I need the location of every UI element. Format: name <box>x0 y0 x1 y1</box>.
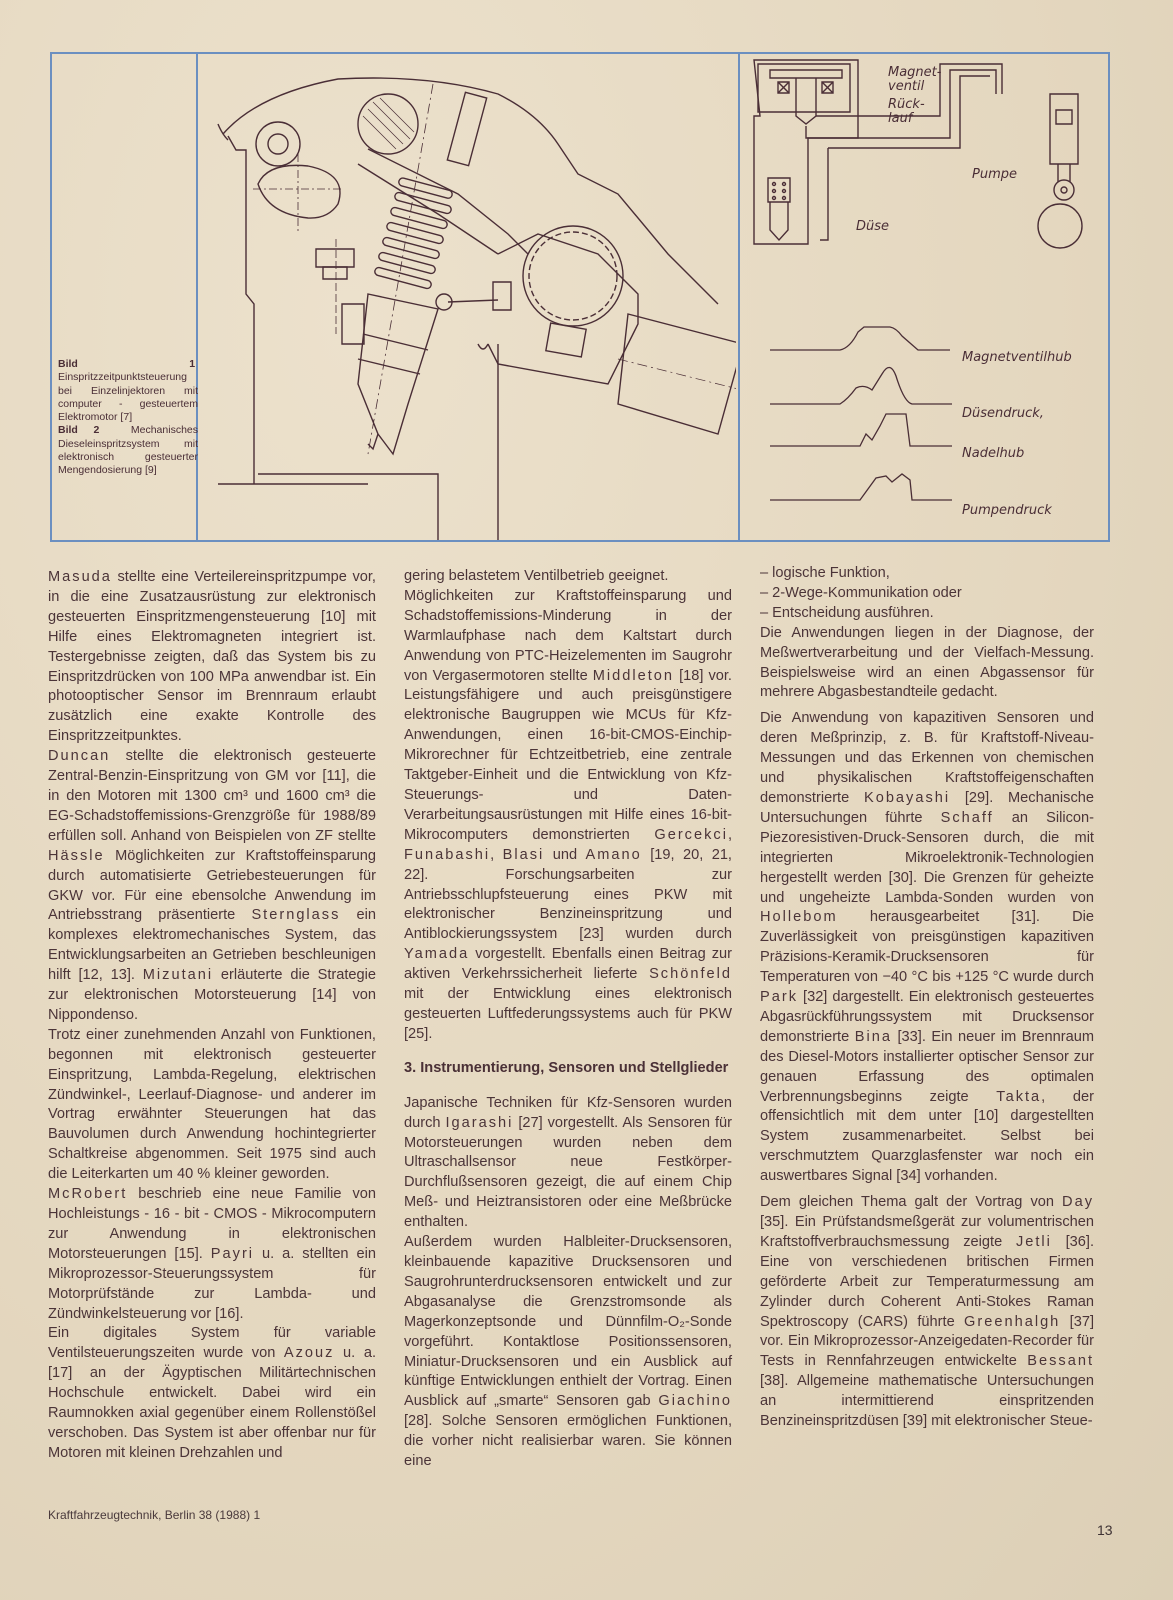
paragraph <box>48 1185 376 1324</box>
author-name: Azouz <box>283 1345 335 1362</box>
author-name: Park <box>760 989 799 1006</box>
bild2-schematic <box>740 54 1108 540</box>
list-item: – Entscheidung ausführen. <box>760 604 934 621</box>
text-run: stellte eine Verteilereinspritzpumpe vor, in die eine Zusatzausrüstung zur elektronisch gesteuerten Einspritzmengensteuerung [10] mit Hilfe eines Elektromagneten integriert ist. Testergebnisse zeigten, daß das System bis zu Einspritzdrücken von 100 MPa anwendbar ist. Ein photooptischer Sensor im Brennraum erlaubt zusätzlich eine exakte Kontrolle des Einspritzzeitpunktes. <box>48 569 376 745</box>
signal-label-nadelhub: Nadelhub <box>962 446 1025 461</box>
paragraph <box>48 568 376 747</box>
author-name: Bessant <box>1027 1353 1094 1370</box>
author-name: Hollebom <box>760 909 838 926</box>
text-run: gering belastetem Ventilbetrieb geeignet. <box>404 568 669 584</box>
author-name: Gercekci <box>654 826 728 843</box>
text-run: Die Anwendungen liegen in der Diagnose, der Meßwertverarbeitung und der Vielfach-Messung. Beispielsweise wird an einen Abgassensor für mehrere Abgasbestandteile gedacht. <box>760 624 1094 701</box>
author-name: Sternglass <box>251 907 341 924</box>
trace-magnetventilhub <box>770 327 950 350</box>
text-run: [27] vorgestellt. Als Sensoren für Motorsteuerungen wurden neben dem Ultraschallsensor neue Festkörper-Durchflußsensoren gezeigt, die auf einem Chip Meß- und Heiztransistoren oder eine Meßbrücke enthalten. <box>404 1114 733 1231</box>
caption-bild2-text: Mechanisches Dieseleinspritzsystem mit elektronisch gesteuerter Mengendosierung [9] <box>58 424 198 477</box>
text-run: Dem gleichen Thema galt der Vortrag von <box>760 1194 1063 1211</box>
text-run: [29]. Mechanische Untersuchungen führte <box>760 789 1094 826</box>
text-run: , <box>490 846 503 863</box>
paragraph <box>48 1026 376 1185</box>
nozzle <box>768 178 790 202</box>
text-run: Außerdem wurden Halbleiter-Drucksensoren, kleinbauende kapazitive Drucksensoren und Saugrohrunterdrucksensoren entwickelt und zur Abgasanalyse die Grenzstromsonde als Magerkonzeptsonde und Dünnfilm-O₂-Sonde vorgeführt. Kontaktlose Positionssensoren, Miniatur-Drucksensoren und ein Ausblick auf künftige Entwicklungen enthielt der Vortrag. Einen Ausblick auf „smarte“ Sensoren gab <box>404 1234 732 1410</box>
text-run: herausgearbeitet [31]. Die Zuverlässigkeit von preisgünstigen kapazitiven Präzisions-Keramik-Drucksensoren für Temperaturen von −40 °C bis +125 °C wurde durch <box>760 909 1094 986</box>
text-run: [19, 20, 21, 22]. Forschungsarbeiten zur Antriebsschlupfsteuerung eines PKW mit elektronischer Benzineinspritzung und Antiblockierungssystem [23] wurden durch <box>404 846 732 943</box>
author-name: Day <box>1062 1194 1094 1211</box>
text-run: Möglichkeiten zur Kraftstoffeinsparung durch automatisierte Getriebesteuerungen für GKW vor. Für eine ebensolche Anwendung im Antriebsstrang präsentierte <box>48 847 376 924</box>
section-heading: 3. Instrumentierung, Sensoren und Stellglieder <box>404 1059 729 1076</box>
pump-cylinder <box>1050 94 1078 164</box>
paragraph <box>404 567 732 587</box>
author-name: Duncan <box>48 748 111 765</box>
cam-lobe <box>258 165 340 218</box>
text-run: Trotz einer zunehmenden Anzahl von Funktionen, begonnen mit elektronisch gesteuerter Einspritzung, Lambda-Regelung, elektrischen Zündwinkel-, Leerlauf-Diagnose- und anderer im Vortrag erwähnter Steuerungen hat das Bauvolumen durch Anwendung hochintegrierter Schaltkreise abgenommen. Seit 1975 sind auch die Leiterkarten um 40 % kleiner geworden. <box>48 1026 376 1183</box>
list-item: – 2-Wege-Kommunikation oder <box>760 584 962 601</box>
text-run: erläuterte die Strategie zur elektronischen Motorsteuerung [14] von Nippondenso. <box>48 967 377 1023</box>
paragraph <box>760 624 1094 704</box>
author-name: Jetli <box>1015 1233 1052 1250</box>
author-name: Payri <box>210 1245 255 1262</box>
list-item: – logische Funktion, <box>760 565 890 581</box>
signal-label-magnetventilhub: Magnetventilhub <box>962 350 1072 365</box>
trace-duesendruck <box>770 367 952 404</box>
gear-wheel <box>523 226 623 326</box>
figure-caption <box>58 358 198 478</box>
author-name: Yamada <box>404 946 470 963</box>
schematic-labels <box>856 65 1017 234</box>
author-name: Mizutani <box>142 967 214 984</box>
author-name: Masuda <box>48 569 112 585</box>
paragraph <box>404 1233 732 1472</box>
label-magnetventil-1: Magnet- <box>888 65 942 80</box>
text-run: [38]. Allgemeine mathematische Untersuchungen an intermittierend einspritzenden Benzineinspritzdüsen [39] mit elektronischer Steue- <box>760 1373 1094 1430</box>
paragraph <box>760 1193 1094 1432</box>
label-duese: Düse <box>856 219 890 234</box>
text-run: [32] dargestellt. Ein elektronisch gesteuertes Abgasrückführungssystem mit Drucksensor demonstrierte <box>760 989 1094 1045</box>
text-column-left <box>48 568 376 1464</box>
pump-cam <box>1038 204 1082 248</box>
author-name: McRobert <box>48 1186 128 1203</box>
text-run: u. a. [17] an der Ägyptischen Militärtechnischen Hochschule entwickelt. Dabei wird ein Raumnokken axial gegenüber einem Rollenstößel verschoben. Das System ist aber offenbar nur für Motoren mit kleinen Drehzahlen und <box>48 1345 376 1461</box>
text-run: Ein digitales System für variable Ventilsteuerungszeiten wurde von <box>48 1325 376 1362</box>
text-run: [36]. Eine von verschiedenen britischen Firmen geförderte Arbeit zur Temperaturmessung am Zylinder durch Coherent Anti-Stokes Raman Spektroscopy (CARS) führte <box>760 1233 1095 1330</box>
text-run: [18] vor. Leistungsfähigere und auch preisgünstigere elektronische Baugruppen wie MCUs für Kfz-Anwendungen, einen 16-bit-CMOS-Einchip-Mikrorechner für Echtzeitbetrieb, eine zentrale Taktgeber-Einheit und die Entwicklung von Kfz-Steuerungs- und Daten-Verarbeitungsausrüstungen mit Hilfe eines 16-bit-Mikrocomputers demonstrierten <box>404 667 732 843</box>
text-run: , <box>727 826 732 843</box>
author-name: Amano <box>585 846 642 863</box>
author-name: Hässle <box>48 847 105 864</box>
trace-pumpendruck <box>770 474 952 500</box>
text-run: ein komplexes elektromechanisches System, das Entwicklungsarbeiten an Getrieben beschleunigen hilft [12, 13]. <box>48 907 376 984</box>
paragraph <box>404 587 732 1045</box>
text-run: [33]. Ein neuer im Brennraum des Diesel-Motors installierter optischer Sensor zur genauen Erfassung des optimalen Verbrennungsbeginns zeigte <box>760 1028 1094 1105</box>
text-run: mit der Entwicklung eines elektronisch gesteuerten Luftfederungssystems auch für PKW [25]. <box>404 986 732 1042</box>
author-name: Kobayashi <box>863 789 951 806</box>
text-run: [37] vor. Ein Mikroprozessor-Anzeigedaten-Recorder für Tests in Rennfahrzeugen entwickelte <box>760 1313 1094 1370</box>
bild1-injector-drawing <box>198 54 736 540</box>
author-name: Greenhalgh <box>964 1313 1061 1330</box>
author-name: Giachino <box>658 1393 732 1410</box>
author-name: Blasi <box>502 846 545 863</box>
text-run: vorgestellt. Ebenfalls einen Beitrag zur aktiven Verkehrssicherheit lieferte <box>404 946 732 983</box>
label-ruecklauf-1: Rück- <box>888 97 925 112</box>
rocker-pivot <box>256 122 300 166</box>
signal-label-pumpendruck: Pumpendruck <box>962 503 1052 518</box>
shaft-hatched <box>358 94 418 154</box>
author-name: Schaff <box>940 809 994 826</box>
caption-bild2-label: Bild 2 <box>58 424 100 437</box>
text-run: , der offensichtlich mit dem unter [10] dargestellten System zusammenarbeitet. Selbst bei verschmutztem Quarzglasfenster war noch ein auswertbares Signal [34] vorhanden. <box>760 1088 1094 1185</box>
text-run: Möglichkeiten zur Kraftstoffeinsparung und Schadstoffemissions-Minderung in der Warmlaufphase nach dem Kaltstart durch Anwendung von PTC-Heizelementen im Saugrohr von Vergasermotoren stellte <box>404 587 732 684</box>
valve-spring <box>374 177 453 289</box>
text-run: und <box>544 846 586 863</box>
label-ruecklauf-2: lauf <box>888 111 913 126</box>
trace-nadelhub <box>770 414 952 446</box>
caption-bild1-label: Bild 1 <box>58 358 196 370</box>
text-run: Japanische Techniken für Kfz-Sensoren wurden durch <box>404 1094 732 1131</box>
author-name: Igarashi <box>445 1114 514 1131</box>
text-run: Die Anwendung von kapazitiven Sensoren und deren Meßprinzip, z. B. für Kraftstoff-Niveau-Messungen und das Erkennen von chemischen und physikalischen Kraftstoffeigenschaften demonstrierte <box>760 710 1094 806</box>
author-name: Middleton <box>592 667 675 684</box>
caption-bild1-text: Einspritzzeitpunktsteuerung bei Einzelinjektoren mit computer - gesteuertem Elektromotor [7] <box>58 371 198 424</box>
author-name: Bina <box>854 1028 892 1045</box>
housing-outline <box>223 78 718 304</box>
paragraph <box>760 709 1094 1187</box>
text-run: beschrieb eine neue Familie von Hochleistungs - 16 - bit - CMOS - Mikrocomputern zur Anwendung in elektronischen Motorsteuerungen [15]. <box>48 1186 376 1262</box>
label-pumpe: Pumpe <box>972 167 1017 182</box>
text-run: [28]. Solche Sensoren ermöglichen Funktionen, die vorher nicht realisierbar waren. Sie können eine <box>404 1413 732 1470</box>
text-run: stellte die elektronisch gesteuerte Zentral-Benzin-Einspritzung von GM vor [11], die in den Motoren mit 1300 cm³ und 1600 cm³ die EG-Schadstoffemissions-Grenzgröße für 1988/89 erfüllen soll. Anhand von Beispielen von ZF stellte <box>48 748 376 844</box>
paragraph <box>48 747 376 1026</box>
paragraph <box>48 1324 376 1463</box>
author-name: Takta <box>996 1088 1042 1105</box>
page-number: 13 <box>1097 1522 1113 1538</box>
text-run: an Silicon-Piezoresistiven-Druck-Sensoren durch, die mit integrierten Mikroelektronik-Technologien hergestellt werden [30]. Die Grenzen für geheizte und ungeheizte Lambda-Sonden wurden von <box>760 809 1094 906</box>
author-name: Funabashi <box>404 846 491 863</box>
journal-citation: Kraftfahrzeugtechnik, Berlin 38 (1988) 1 <box>48 1508 261 1522</box>
text-column-right <box>760 564 1094 1432</box>
author-name: Schönfeld <box>649 966 732 983</box>
injector-body <box>358 294 438 454</box>
text-run: [35]. Ein Prüfstandsmeßgerät zur volumentrischen Kraftstoffverbrauchsmessung zeigte <box>760 1214 1094 1250</box>
signal-label-duesendruck: Düsendruck, <box>962 406 1044 421</box>
text-run: u. a. stellten ein Mikroprozessor-Steuerungssystem für Motorprüfstände zur Lambda- und Zündwinkelsteuerung vor [16]. <box>48 1245 376 1322</box>
paragraph <box>404 1094 732 1233</box>
label-magnetventil-2: ventil <box>888 79 925 94</box>
text-column-middle <box>404 567 732 1472</box>
